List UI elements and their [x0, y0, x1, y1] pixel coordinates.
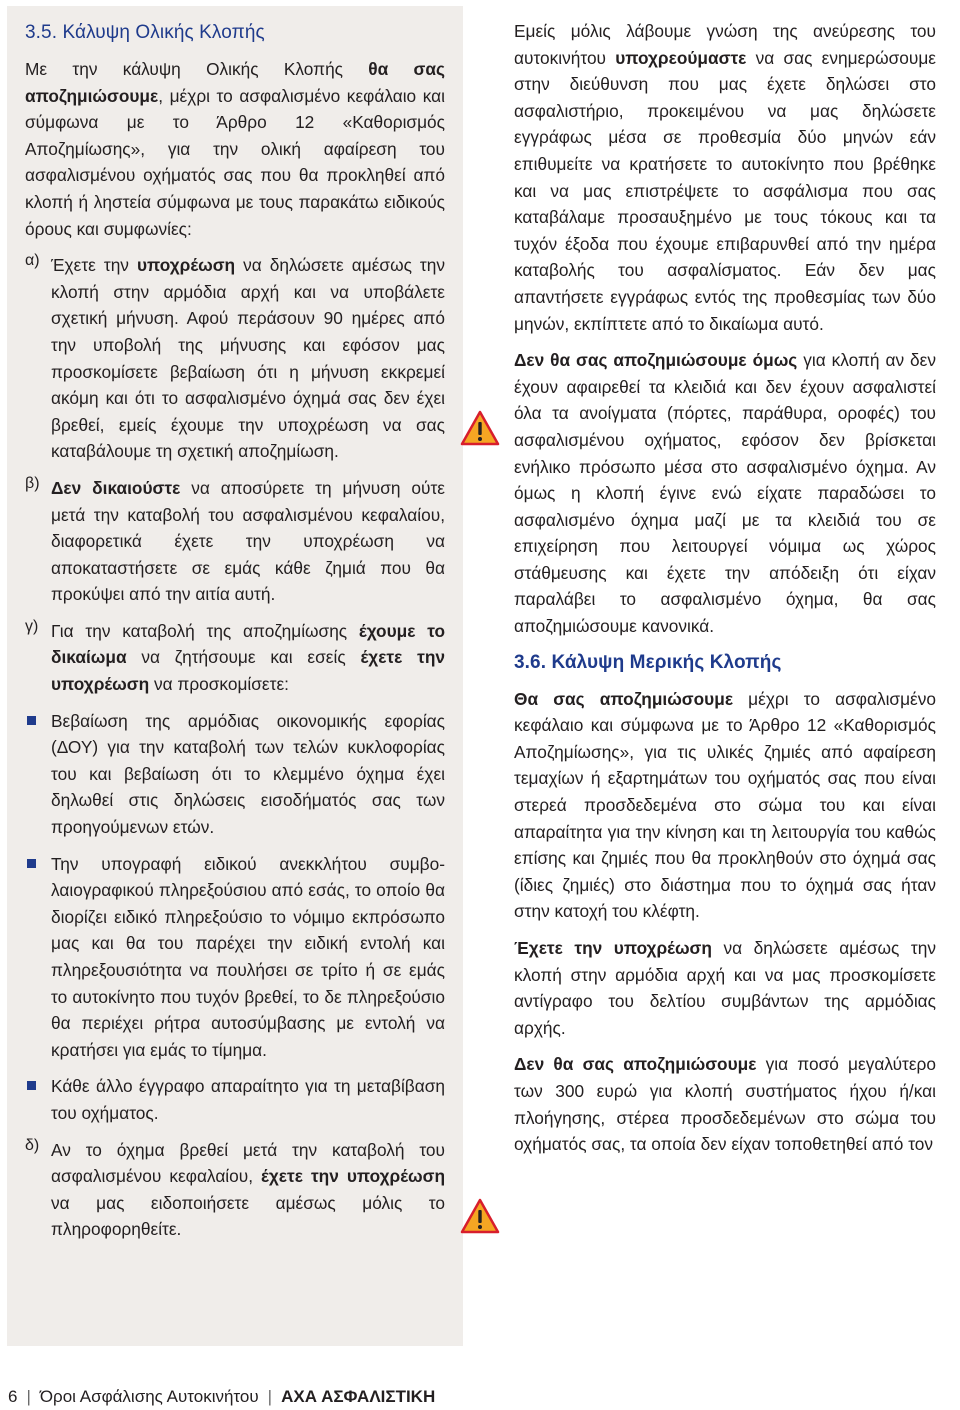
intro-paragraph: Με την κάλυψη Ολικής Κλοπής θα σας αποζημιώσουμε, μέχρι το ασφαλισμένο κεφάλαιο και σύμφωνα με το Άρθρο 12 «Καθορισμός Αποζημίωσης», για την ολική αφαίρεση του ασφαλισμένου οχήματός σας που θα προκληθεί από κλοπή ή ληστεία σύμφωνα με τους παρακάτω ειδικούς όρους και συμφωνίες: [25, 59, 445, 239]
footer-separator: | [26, 1387, 31, 1406]
right-column [514, 18, 936, 1168]
section-heading-total-theft: 3.5. Κάλυψη Ολικής Κλοπής [25, 22, 265, 43]
audio-limit-paragraph: Δεν θα σας αποζημιώσουμε για ποσό μεγαλύτερο των 300 ευρώ για κλοπή συστήματος ήχου ή/και πλοήγησης, στέρεα προσδεδεμένων στο σώμα του οχήματός σας, τα οποία δεν είχαν τοποθετηθεί από τον [514, 1054, 936, 1155]
bullet-item: Βεβαίωση της αρμόδιας οικονομικής εφορίας (ΔΟΥ) για την καταβολή των τελών κυκλοφορίας του και βεβαίωση ότι το κλεμμένο όχημα έχει δηλωθεί στις δηλώσεις εισοδήματός σας των προηγούμενων ετών. [25, 708, 445, 841]
warning-triangle-icon [460, 1198, 500, 1234]
page-footer [8, 1385, 435, 1409]
item-marker: β) [25, 474, 40, 492]
item-marker: δ) [25, 1136, 40, 1154]
list-item-a: α) Έχετε την υποχρέωση να δηλώσετε αμέσως την κλοπή στην αρμόδια αρχή και να υποβάλετε σχετική μήνυση. Αφού περάσουν 90 ημέρες από την υποβολή της μήνυσης και εφόσον μας προσκομίσετε βεβαίωση ότι η μήνυση εκκρεμεί ακόμη και ότι το ασφαλισμένο όχημά σας δεν έχει βρεθεί, εμείς έχουμε την υποχρέωση να σας καταβάλουμε τη σχετική αποζημίωση. [25, 252, 445, 462]
square-bullet-icon [27, 716, 36, 725]
company-name: ΑΧΑ ΑΣΦΑΛΙΣΤΙΚΗ [281, 1387, 436, 1406]
footer-separator: | [267, 1387, 273, 1406]
list-item-c: γ) Για την καταβολή της αποζημίωσης έχουμε το δικαίωμα να ζητήσουμε και εσείς έχετε την υποχρέωση να προσκομίσετε: [25, 617, 445, 695]
item-marker: α) [25, 252, 40, 270]
warning-triangle-icon [460, 410, 500, 446]
left-column [7, 6, 463, 1346]
list-item-d: δ) Αν το όχημα βρεθεί μετά την καταβολή του ασφαλισμένου κεφαλαίου, έχετε την υποχρέωση να μας ειδοποιήσετε αμέσως μόλις το πληροφορηθείτε. [25, 1136, 446, 1240]
square-bullet-icon [27, 859, 36, 868]
bullet-item: Κάθε άλλο έγγραφο απαραίτητο για τη μεταβίβαση του οχήματος. [25, 1073, 445, 1126]
section-heading-partial-theft: 3.6. Κάλυψη Μερικής Κλοπής [514, 651, 782, 673]
bullet-item: Την υπογραφή ειδικού ανεκκλήτου συμβολαιογραφικού πληρεξούσιου από εσάς, το οποίο θα διορίζει ειδικό πληρεξούσιο το νόμιμο εκπρόσωπο μας και θα του παρέχει την ειδική εντολή και πληρεξουσιότητα να πουλήσει σε τρίτο ή σε εμάς το αυτοκίνητο που τυχόν βρεθεί, το δε πληρεξούσιο θα περιέχει ρήτρα αυτοσύμβασης με εντολή να κρατήσει για εμάς το τίμημα. [25, 851, 445, 1064]
obligation-paragraph: Έχετε την υποχρέωση να δηλώσετε αμέσως την κλοπή στην αρμόδια αρχή και να μας προσκομίσετε αντίγραφο του δελτίου συμβάντων της αρμόδιας αρχής. [514, 938, 936, 1038]
page-number: 6 [8, 1387, 18, 1406]
document-title: Όροι Ασφάλισης Αυτοκινήτου [39, 1387, 259, 1406]
recovery-paragraph: Εμείς μόλις λάβουμε γνώση της ανεύρεσης του αυτοκινήτου υποχρεούμαστε να σας ενημερώσουμε στην διεύθυνση που μας έχετε δηλώσει στο ασφαλιστήριο, προκειμένου να μας δηλώσετε εγγράφως μέσα σε προθεσμία δύο μηνών εάν επιθυμείτε να κρατήσετε το αυτοκίνητο που βρέθηκε και να μας επιστρέψετε το ασφάλισμα που σας καταβάλαμε προσαυξημένο με τους τόκους και τα τυχόν έξοδα που έχουμε επιβαρυνθεί από την ημέρα καταβολής του ασφαλίσματος. Εάν δεν μας απαντήσετε εγγράφως εντός της προθεσμίας των δύο μηνών, εκπίπτετε από το δικαίωμα αυτό. [514, 21, 936, 334]
list-item-b: β) Δεν δικαιούστε να αποσύρετε τη μήνυση ούτε μετά την καταβολή του ασφαλισμένου κεφαλαίου, διαφορετικά έχετε την υποχρέωση να αποκαταστήσετε σε εμάς κάθε ζημιά που θα προκύψει από την αιτία αυτή. [25, 474, 445, 605]
exclusion-keys-paragraph: Δεν θα σας αποζημιώσουμε όμως για κλοπή αν δεν έχουν αφαιρεθεί τα κλειδιά και δεν έχουν ασφαλιστεί όλα τα ανοίγματα (πόρτες, παράθυρα, οροφές) του ασφαλισμένου οχήματος, εφόσον δεν βρίσκεται ενήλικο πρόσωπο μέσα στο ασφαλισμένο όχημα. Αν όμως η κλοπή έγινε ενώ είχατε παραδώσει το ασφαλισμένο όχημα μαζί με τα κλειδιά του σε επιχείρηση που λειτουργεί νόμιμα ως χώρος στάθμευσης και έχετε την απόδειξη ότι είχαν παραλάβει το ασφαλισμένο όχημα, θα σας αποζημιώσουμε κανονικά. [514, 350, 936, 637]
item-marker: γ) [25, 617, 39, 635]
square-bullet-icon [27, 1081, 36, 1090]
partial-theft-paragraph: Θα σας αποζημιώσουμε μέχρι το ασφαλισμένο κεφάλαιο και σύμφωνα με το Άρθρο 12 «Καθορισμός Αποζημίωσης», για τις υλικές ζημιές από αφαίρεση τεμαχίων ή εξαρτημάτων του οχήματός σας που είναι στερεά προσδεδεμένα στο σώμα του και είναι απαραίτητα για την κίνηση και τη λειτουργία του καθώς επίσης και ζημιές που θα προκληθούν στο όχημά σας (ίδιες ζημιές) στο διάστημα που το όχημά σας ήταν στην κατοχή του κλέφτη. [514, 688, 937, 922]
